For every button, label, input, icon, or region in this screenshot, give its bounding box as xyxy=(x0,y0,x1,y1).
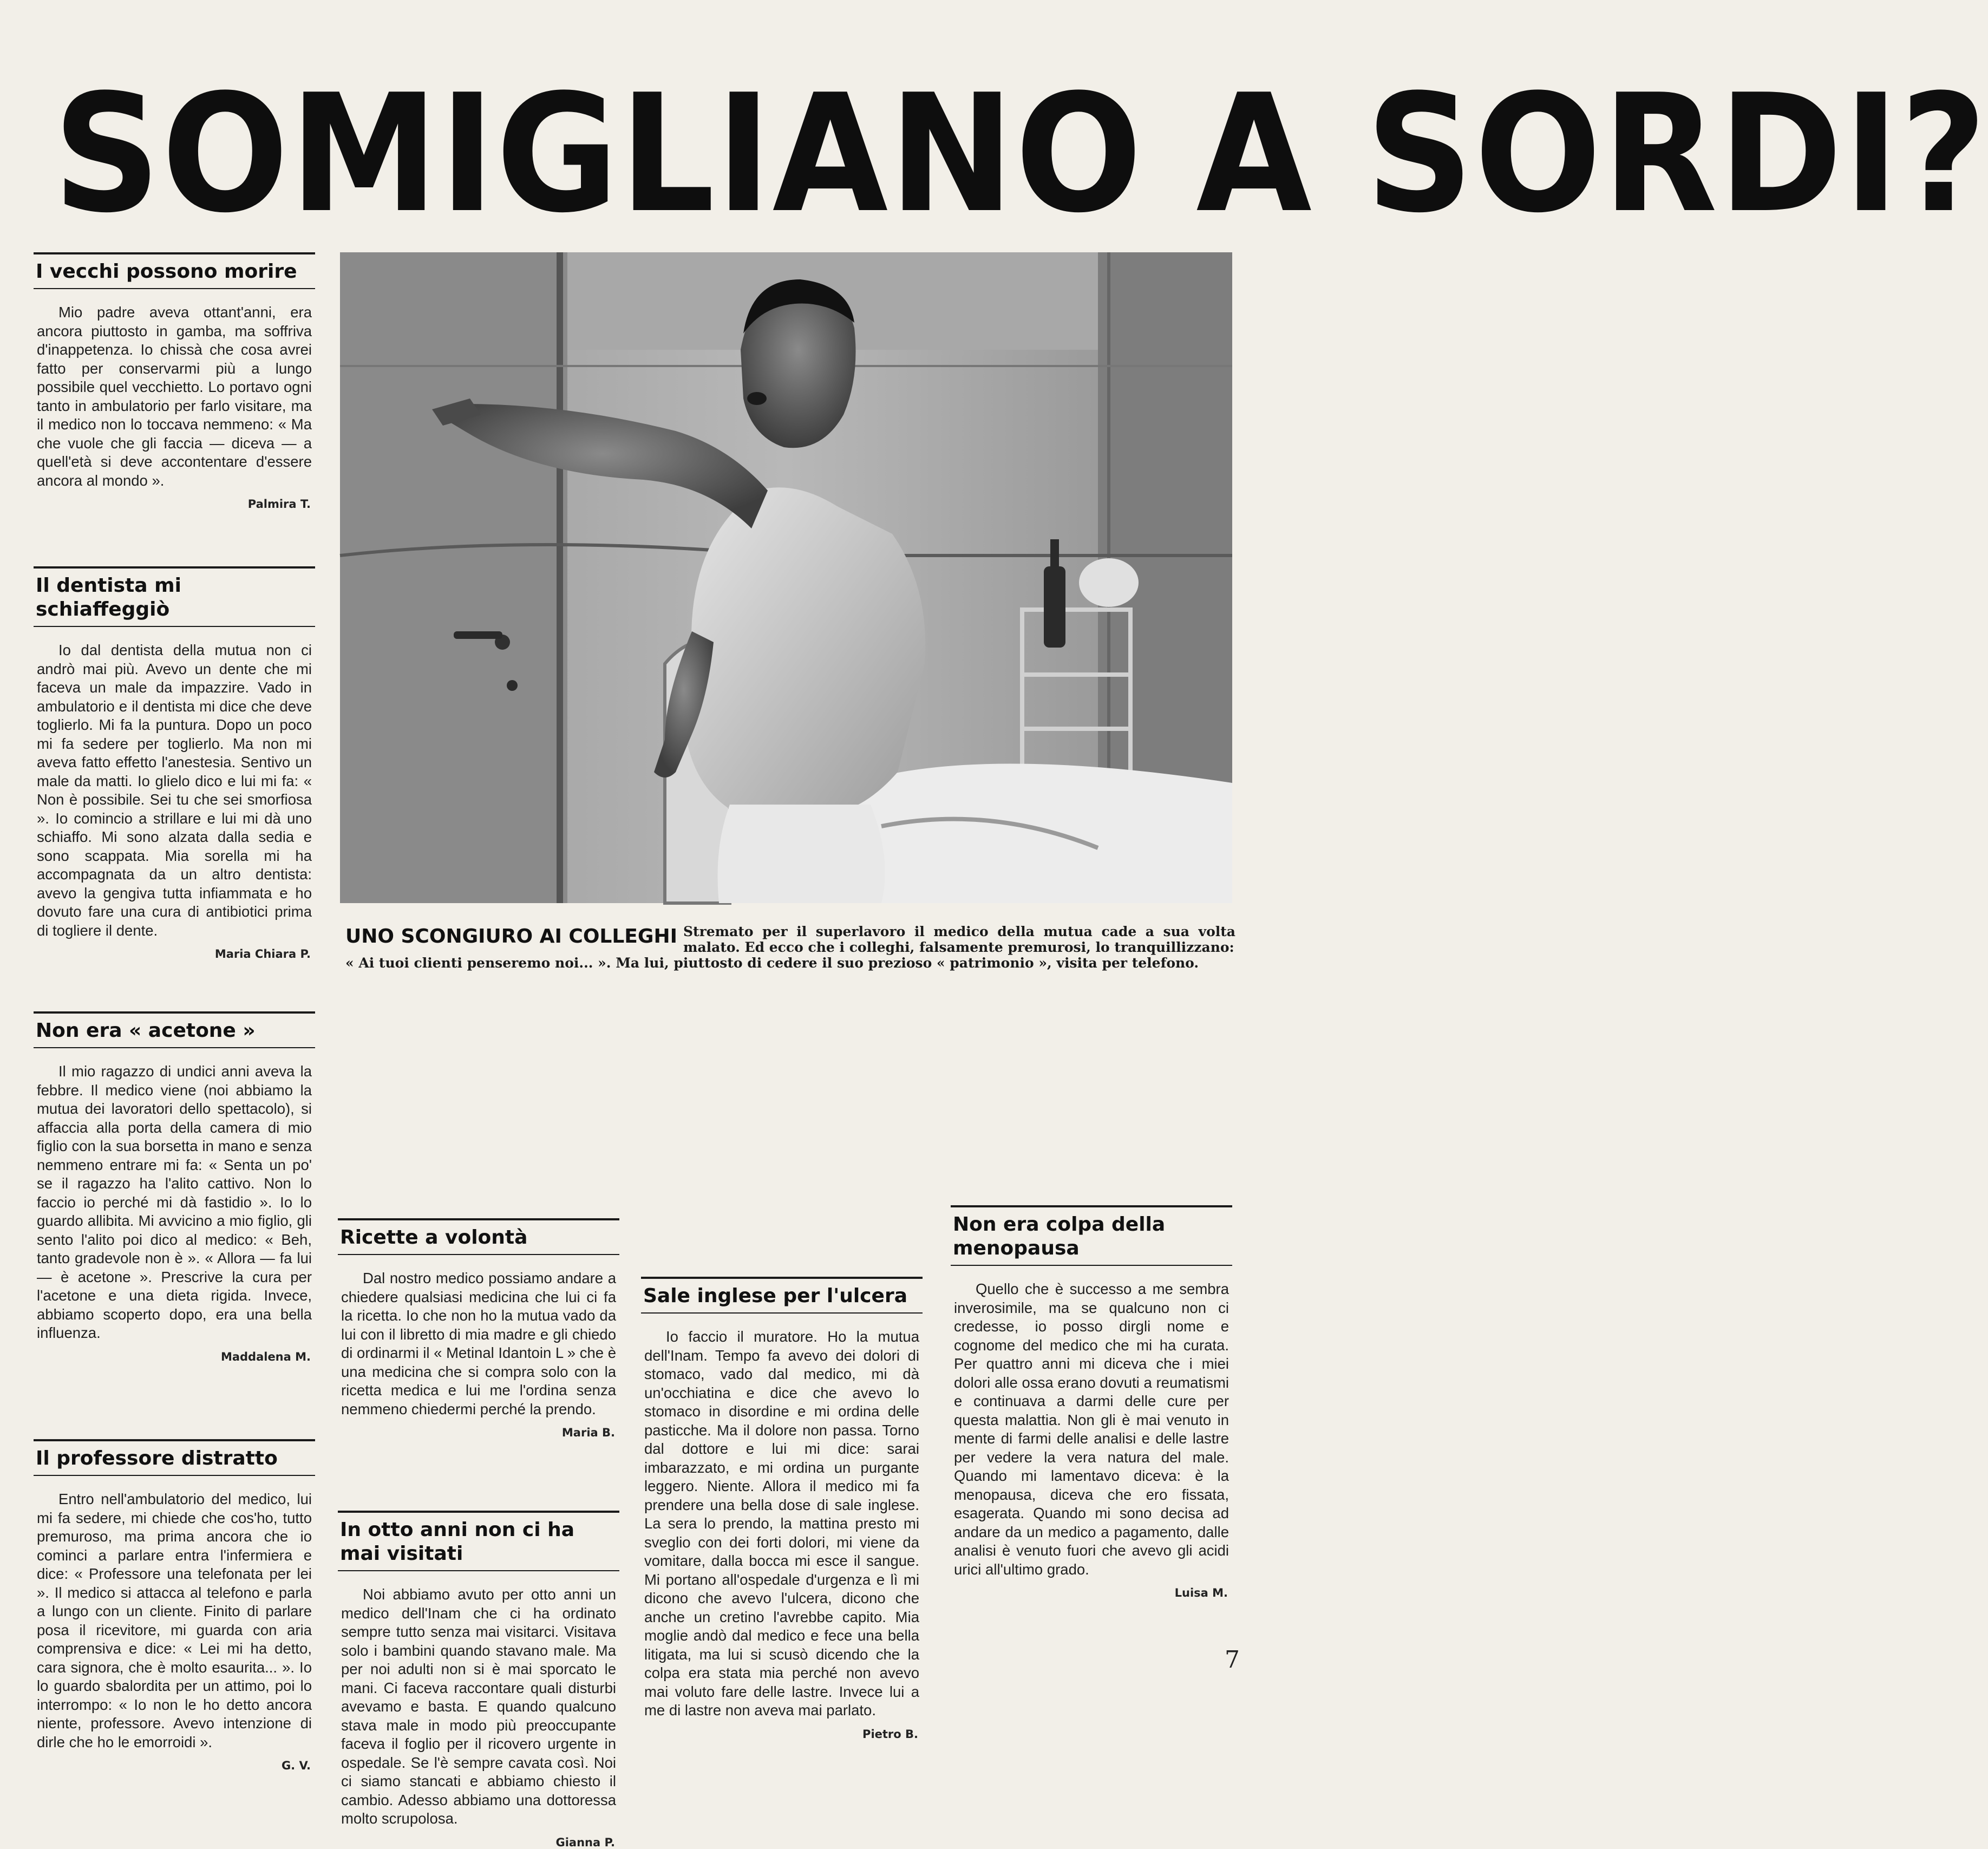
article-dentista xyxy=(34,566,315,961)
article-title: Ricette a volontà xyxy=(338,1218,619,1255)
article-vecchi xyxy=(34,252,315,511)
article-ottoanni xyxy=(338,1511,619,1849)
article-body: Quello che è successo a me sembra inverosimile, ma se qualcuno non ci credesse, io posso dirgli nome e cognome del medico che mi ha curata. Per quattro anni mi diceva che i miei dolori alle ossa erano dovuti a reumatismi e continuava a darmi delle cure per questa malattia. Non gli è mai venuto in mente di farmi delle analisi e delle lastre per vedere la vera natura del male. Quando mi lamentavo diceva: è la menopausa, diceva che ero fissata, esagerata. Quando mi sono decisa ad andare da un medico a pagamento, dalle analisi è venuto fuori che avevo gli acidi urici all'ultimo grado. xyxy=(954,1280,1229,1578)
article-title: Il dentista mi schiaffeggiò xyxy=(34,566,315,627)
article-signature: Pietro B. xyxy=(862,1727,918,1741)
article-title: I vecchi possono morire xyxy=(34,252,315,289)
headline: SOMIGLIANO A SORDI? xyxy=(53,60,1988,249)
article-body: Noi abbiamo avuto per otto anni un medico dell'Inam che ci ha ordinato sempre tutto senza mai visitarci. Visitava solo i bambini quando stavano male. Ma per noi adulti non si è mai sporcato le mani. Ci faceva raccontare quali disturbi avevamo e basta. E quando qualcuno stava male in modo più preoccupante faceva il foglio per il ricovero urgente in ospedale. Se l'è sempre cavata così. Noi ci siamo stancati e abbiamo chiesto il cambio. Adesso abbiamo una dottoressa molto scrupolosa. xyxy=(341,1586,616,1827)
article-body: Mio padre aveva ottant'anni, era ancora piuttosto in gamba, ma soffriva d'inappetenza. Io chissà che cosa avrei fatto per conservarmi più a lungo possibile quel vecchietto. Lo portavo ogni tanto in ambulatorio per farlo visitare, ma il medico non lo toccava nemmeno: « Ma che vuole che gli faccia — diceva — a quell'età si deve accontentare d'essere ancora al mondo ». xyxy=(37,304,312,489)
article-title: Non era colpa della menopausa xyxy=(951,1205,1232,1266)
article-title: Il professore distratto xyxy=(34,1439,315,1476)
photo-illustration xyxy=(340,252,1232,903)
article-signature: Luisa M. xyxy=(1174,1586,1228,1599)
article-distratto xyxy=(34,1439,315,1772)
article-signature: Gianna P. xyxy=(555,1835,615,1849)
article-ricette xyxy=(338,1218,619,1439)
caption-text: Stremato per il superlavoro il medico della mutua cade a sua volta malato. Ed ecco che i colleghi, falsamente premurosi, lo tranquillizzano: xyxy=(683,924,1235,955)
article-body: Entro nell'ambulatorio del medico, lui mi fa sedere, mi chiede che cos'ho, tutto premuroso, ma prima ancora che io cominci a parlare entra l'infermiera e dice: « Professore una telefonata per lei ». Il medico si attacca al telefono e parla a lungo con un cliente. Finito di parlare posa il ricevitore, mi guarda con aria comprensiva e dice: « Lei mi ha detto, cara signora, che è molto esaurita... ». Io lo guardo sbalordita per un attimo, poi lo interrompo: « Io non le ho detto ancora niente, professore. Avevo intenzione di dirle che ho le emorroidi ». xyxy=(37,1491,312,1750)
caption-text-line2: « Ai tuoi clienti penseremo noi... ». Ma lui, piuttosto di cedere il suo prezioso « patrimonio », visita per telefono. xyxy=(345,955,1199,971)
article-photo xyxy=(340,252,1232,903)
article-title: Non era « acetone » xyxy=(34,1011,315,1048)
article-signature: Maddalena M. xyxy=(220,1350,311,1363)
article-title: Sale inglese per l'ulcera xyxy=(641,1277,923,1314)
article-sale xyxy=(641,1277,923,1741)
caption-title: UNO SCONGIURO AI COLLEGHI xyxy=(345,925,677,948)
article-menopausa xyxy=(951,1205,1232,1599)
article-signature: Palmira T. xyxy=(247,498,311,511)
article-acetone xyxy=(34,1011,315,1363)
article-body: Il mio ragazzo di undici anni aveva la febbre. Il medico viene (noi abbiamo la mutua dei lavoratori dello spettacolo), si affaccia alla porta della camera di mio figlio con la sua borsetta in mano e senza nemmeno entrare mi fa: « Senta un po' se il ragazzo ha l'alito cattivo. Non lo faccio io perché mi dà fastidio ». Io lo guardo allibita. Mi avvicino a mio figlio, gli sento l'alito poi dico al medico: « Beh, tanto gradevole non è ». « Allora — fa lui — è acetone ». Prescrive la cura per l'acetone e una dieta rigida. Invece, abbiamo scoperto dopo, era una bella influenza. xyxy=(37,1063,312,1341)
article-body: Io faccio il muratore. Ho la mutua dell'Inam. Tempo fa avevo dei dolori di stomaco, vado dal medico, mi dà un'occhiatina e dice che avevo lo stomaco in disordine e mi ordina delle pasticche. Ma il dolore non passa. Torno dal dottore e lui mi dice: sarai imbarazzato, e mi ordina un purgante leggero. Niente. Allora il medico mi fa prendere una bella dose di sale inglese. La sera lo prendo, la mattina presto mi sveglio con dei forti dolori, mi viene da vomitare, dalla bocca mi esce il sangue. Mi portano all'ospedale d'urgenza e lì mi dicono che avevo l'ulcera, dicono che anche un cretino l'avrebbe capito. Mia moglie andò dal medico e fece una bella litigata, ma lui si scusò dicendo che la colpa era stata mia perché non avevo mai voluto fare delle lastre. Invece lui a me di lastre non aveva mai parlato. xyxy=(644,1328,919,1719)
article-body: Dal nostro medico possiamo andare a chiedere qualsiasi medicina che lui ci fa la ricetta. Io che non ho la mutua vado da lui con il libretto di mia madre e gli chiedo di ordinarmi il « Metinal Idantoin L » che è una medicina che si compra solo con la ricetta medica e lui me l'ordina senza nemmeno chiedermi perché la prendo. xyxy=(341,1270,617,1417)
article-signature: G. V. xyxy=(281,1759,311,1772)
page-number: 7 xyxy=(1225,1646,1240,1674)
article-title: In otto anni non ci ha mai visitati xyxy=(338,1511,619,1571)
article-signature: Maria Chiara P. xyxy=(214,948,311,961)
article-body: Io dal dentista della mutua non ci andrò mai più. Avevo un dente che mi faceva un male da impazzire. Vado in ambulatorio e il dentista mi dice che deve toglierlo. Mi fa la puntura. Dopo un poco mi fa sedere per toglierlo. Ma non mi aveva fatto effetto l'anestesia. Sentivo un male da matti. Io glielo dico e lui mi fa: « Non è possibile. Sei tu che sei smorfiosa ». Io comincio a strillare e lui mi dà uno schiaffo. Mi sono alzata dalla sedia e sono scappata. Mia sorella mi ha accompagnata da un altro dentista: avevo la gengiva tutta infiammata e ho dovuto fare una cura di antibiotici prima di togliere il dente. xyxy=(37,642,312,939)
article-signature: Maria B. xyxy=(561,1426,615,1439)
